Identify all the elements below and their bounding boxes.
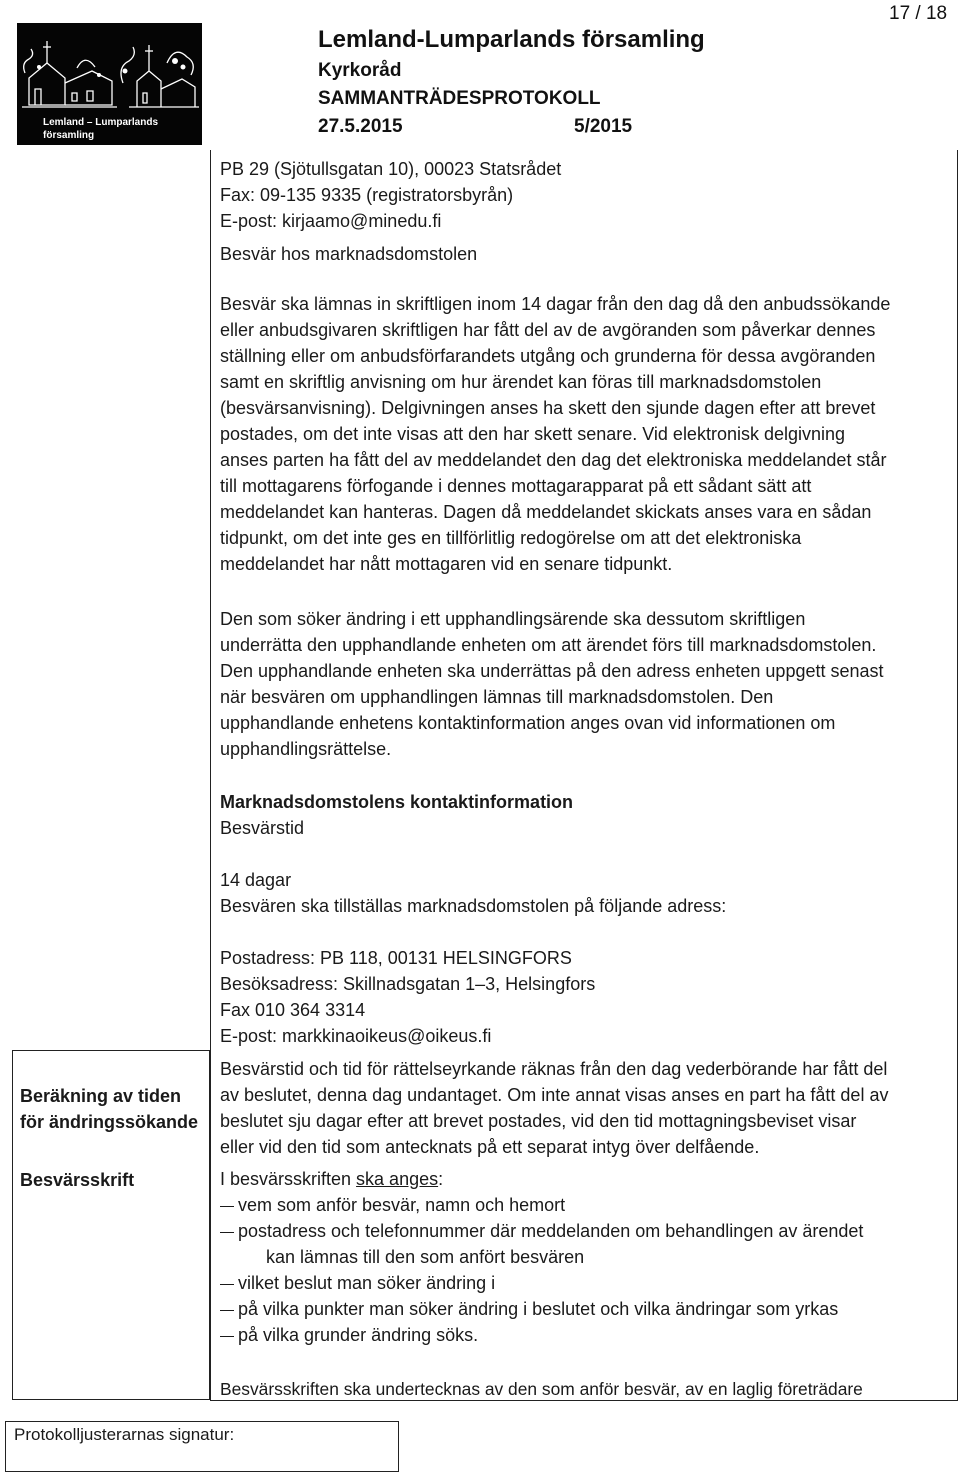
market-court-heading: Besvär hos marknadsdomstolen — [220, 244, 478, 264]
ministry-email: E-post: kirjaamo@minedu.fi — [220, 211, 442, 231]
visit-address: Besöksadress: Skillnadsgatan 1–3, Helsingfors — [220, 974, 596, 994]
calculation-line: av beslutet, denna dag undantaget. Om inte annat visas anses en part ha fått del av — [220, 1085, 889, 1105]
paragraph-line: meddelandet kan hanteras. Dagen då meddelandet skickats anses vara en sådan — [220, 502, 872, 522]
governing-body: Kyrkoråd — [318, 60, 402, 81]
calculation-line: beslutet sju dagar efter att brevet postades, vid den tid mottagningsbeviset visar — [220, 1111, 857, 1131]
paragraph-line: samt en skriftlig anvisning om hur ärendet kan föras till marknadsdomstolen — [220, 372, 822, 392]
postal-address: Postadress: PB 118, 00131 HELSINGFORS — [220, 948, 572, 968]
requirement-item: på vilka grunder ändring söks. — [238, 1325, 479, 1345]
logo-caption — [43, 116, 158, 142]
paragraph-line: eller anbudsgivaren skriftligen har fått del av de avgöranden som påverkar dennes — [220, 320, 876, 340]
contact-heading: Marknadsdomstolens kontaktinformation — [220, 792, 574, 812]
paragraph-line: upphandlingsrättelse. — [220, 739, 392, 759]
signature-label: Protokolljusterarnas signatur: — [14, 1425, 235, 1444]
document-type: SAMMANTRÄDESPROTOKOLL — [318, 88, 601, 109]
org-name: Lemland-Lumparlands församling — [318, 26, 705, 53]
dash-bullet — [220, 1232, 234, 1233]
paragraph-line: Den som söker ändring i ett upphandlingsärende ska dessutom skriftligen — [220, 609, 806, 629]
frame-left-rule — [210, 150, 211, 1400]
intro-underlined: ska anges — [356, 1169, 439, 1189]
calculation-line: eller vid den tid som antecknats på ett separat intyg över delfående. — [220, 1137, 760, 1157]
ministry-fax: Fax: 09-135 9335 (registratorsbyrån) — [220, 185, 514, 205]
meeting-number: 5/2015 — [574, 116, 633, 137]
meeting-date: 27.5.2015 — [318, 116, 403, 137]
requirement-item: postadress och telefonnummer där meddelanden om behandlingen av ärendet — [238, 1221, 864, 1241]
dash-bullet — [220, 1206, 234, 1207]
appeal-document-closing: Besvärsskriften ska undertecknas av den som anför besvär, av en laglig företrädare — [220, 1379, 863, 1399]
court-fax: Fax 010 364 3314 — [220, 1000, 366, 1020]
paragraph-line: postades, om det inte visas att den har skett senare. Vid elektronisk delgivning — [220, 424, 846, 444]
paragraph-line: underrätta den upphandlande enheten om att ärendet förs till marknadsdomstolen. — [220, 635, 877, 655]
dash-bullet — [220, 1310, 234, 1311]
requirement-item: vilket beslut man söker ändring i — [238, 1273, 496, 1293]
appeal-time-label: Besvärstid — [220, 818, 305, 838]
dash-bullet — [220, 1336, 234, 1337]
paragraph-line: upphandlande enhetens kontaktinformation anges ovan vid informationen om — [220, 713, 836, 733]
paragraph-line: tidpunkt, om det inte ges en tillförlitlig redogörelse om att det elektroniska — [220, 528, 802, 548]
requirement-item: på vilka punkter man söker ändring i beslutet och vilka ändringar som yrkas — [238, 1299, 839, 1319]
logo-line-2: församling — [43, 130, 95, 141]
appeal-document-label: Besvärsskrift — [20, 1170, 135, 1190]
logo-line-1: Lemland – Lumparlands — [43, 117, 159, 128]
paragraph-line: anses parten ha fått del av meddelandet den dag det elektroniska meddelandet står — [220, 450, 887, 470]
frame-right-rule — [957, 150, 958, 1400]
paragraph-line: till mottagarens förfogande i dennes mottagarapparat på ett sådant sätt att — [220, 476, 812, 496]
appeal-document-intro — [220, 1166, 443, 1192]
paragraph-line: (besvärsanvisning). Delgivningen anses ha skett den sjunde dagen efter att brevet — [220, 398, 876, 418]
dash-bullet — [220, 1284, 234, 1285]
paragraph-line: meddelandet har nått mottagaren vid en senare tidpunkt. — [220, 554, 673, 574]
calculation-label-1: Beräkning av tiden — [20, 1086, 182, 1106]
requirement-item-continuation: kan lämnas till den som anfört besvären — [266, 1247, 585, 1267]
ministry-address: PB 29 (Sjötullsgatan 10), 00023 Statsrådet — [220, 159, 562, 179]
paragraph-line: Besvär ska lämnas in skriftligen inom 14 dagar från den dag då den anbudssökande — [220, 294, 891, 314]
paragraph-line: ställning eller om anbudsförfarandets utgång och grunderna för dessa avgöranden — [220, 346, 876, 366]
calculation-line: Besvärstid och tid för rättelseyrkande räknas från den dag vederbörande har fått del — [220, 1059, 888, 1079]
appeal-time-value: 14 dagar — [220, 870, 292, 890]
paragraph-line: när besvären om upphandlingen lämnas till marknadsdomstolen. Den — [220, 687, 774, 707]
page-number: 17 / 18 — [889, 3, 948, 24]
address-intro: Besvären ska tillställas marknadsdomstolen på följande adress: — [220, 896, 727, 916]
intro-suffix: : — [438, 1169, 444, 1189]
intro-prefix: I besvärsskriften — [220, 1169, 357, 1189]
requirement-item: vem som anför besvär, namn och hemort — [238, 1195, 566, 1215]
paragraph-line: Den upphandlande enheten ska underrättas på den adress enheten uppgett senast — [220, 661, 884, 681]
court-email: E-post: markkinaoikeus@oikeus.fi — [220, 1026, 492, 1046]
parish-logo — [17, 23, 202, 145]
calculation-label-2: för ändringssökande — [20, 1112, 199, 1132]
